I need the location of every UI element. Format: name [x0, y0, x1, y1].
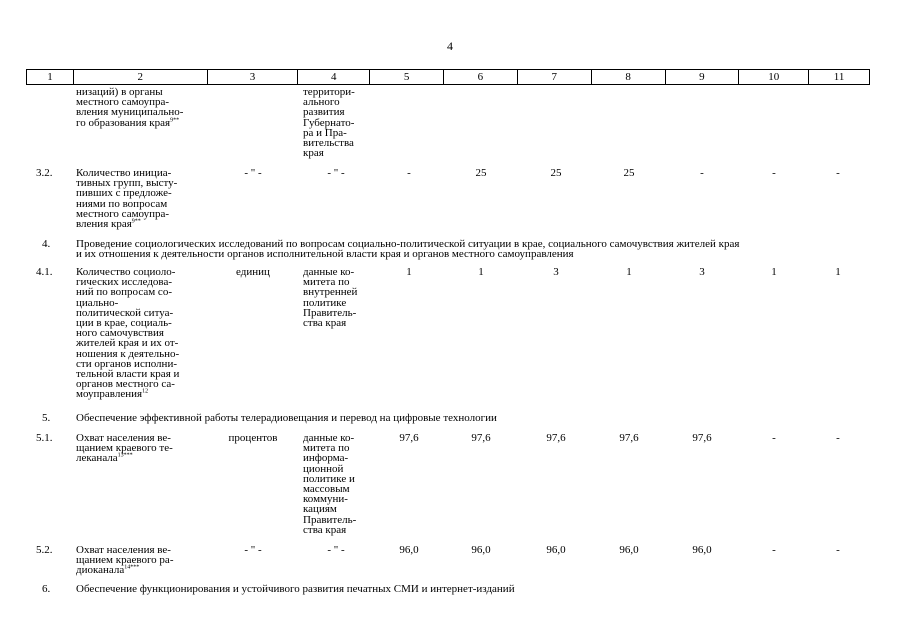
header-col-10: 10: [739, 70, 809, 84]
value-col-7: 96,0: [546, 544, 566, 556]
value-col-9: 3: [699, 266, 705, 278]
value-col-11: 1: [835, 266, 841, 278]
value-col-6: 1: [478, 266, 484, 278]
section-number: 5.: [42, 412, 51, 424]
value-col-5: 96,0: [399, 544, 419, 556]
row-name: Охват населения ве- щанием краевого те- леканала: [76, 432, 173, 465]
value-col-7: 97,6: [546, 432, 566, 444]
value-col-9: 96,0: [692, 544, 712, 556]
value-col-5: 97,6: [399, 432, 419, 444]
row-source: территори- ального развития Губернато- ра и Пра- вительства края: [303, 86, 355, 160]
value-col-8: 96,0: [619, 544, 639, 556]
value-col-10: -: [772, 544, 776, 556]
row-unit: единиц: [236, 266, 270, 278]
row-name: Охват населения ве- щанием краевого ра- диоканала: [76, 544, 174, 577]
row-unit: - " -: [244, 167, 262, 179]
value-col-9: 97,6: [692, 432, 712, 444]
row-source: данные ко- митета по информа- ционной политике и массовым коммуни- кациям Правитель- ства края: [303, 432, 357, 536]
value-col-7: 3: [553, 266, 559, 278]
value-col-7: 25: [550, 167, 562, 179]
footnote-ref: 12: [142, 388, 149, 395]
row-number: 3.2.: [36, 167, 53, 179]
value-col-5: 1: [406, 266, 412, 278]
value-col-8: 25: [623, 167, 635, 179]
footnote-ref: 13***: [117, 452, 133, 459]
header-col-6: 6: [444, 70, 518, 84]
header-col-1: 1: [27, 70, 74, 84]
value-col-6: 96,0: [471, 544, 491, 556]
value-col-10: -: [772, 167, 776, 179]
value-col-9: -: [700, 167, 704, 179]
section-title: Проведение социологических исследований по вопросам социально-политической ситуации в крае, социального самочувствия жителей края и их отношения к деятельности органов исполнительной власти края и органов местного самоуправления: [76, 238, 740, 261]
row-number: 5.1.: [36, 432, 53, 444]
row-source: - " -: [327, 544, 345, 556]
row-name: низаций) в органы местного самоупра- вления муниципально- го образования края: [76, 86, 184, 129]
value-col-5: -: [407, 167, 411, 179]
header-col-3: 3: [208, 70, 299, 84]
value-col-8: 1: [626, 266, 632, 278]
value-col-6: 25: [475, 167, 487, 179]
value-col-10: -: [772, 432, 776, 444]
footnote-ref: 9**: [131, 218, 141, 225]
row-number: 5.2.: [36, 544, 53, 556]
header-col-4: 4: [298, 70, 370, 84]
row-unit: процентов: [228, 432, 278, 444]
section-title: Обеспечение эффективной работы телерадиовещания и перевод на цифровые технологии: [76, 412, 497, 424]
value-col-8: 97,6: [619, 432, 639, 444]
value-col-11: -: [836, 167, 840, 179]
header-col-2: 2: [74, 70, 208, 84]
header-col-8: 8: [592, 70, 666, 84]
page-number: 4: [447, 39, 453, 53]
row-unit: - " -: [244, 544, 262, 556]
row-name: Количество инициа- тивных групп, высту- пивших с предложе- ниями по вопросам местного самоупра- вления края: [76, 167, 178, 231]
row-name: Количество социоло- гических исследова- ний по вопросам со- циально- политической ситуа- ции в крае, социаль- ного самочувствия жителей края и их от- ношения к деятельно- сти органов исполни- тельной власти края и органов местного са- моуправления: [76, 266, 180, 401]
table-header: [26, 69, 870, 85]
footnote-ref: 14***: [124, 564, 140, 571]
section-title: Обеспечение функционирования и устойчивого развития печатных СМИ и интернет-изданий: [76, 583, 515, 595]
header-col-7: 7: [518, 70, 592, 84]
row-source: данные ко- митета по внутренней политике Правитель- ства края: [303, 266, 358, 330]
header-col-11: 11: [833, 71, 845, 83]
value-col-11: -: [836, 432, 840, 444]
value-col-10: 1: [771, 266, 777, 278]
value-col-6: 97,6: [471, 432, 491, 444]
header-col-5: 5: [370, 70, 444, 84]
header-col-9: 9: [666, 70, 740, 84]
value-col-11: -: [836, 544, 840, 556]
row-source: - " -: [327, 167, 345, 179]
section-number: 6.: [42, 583, 51, 595]
section-number: 4.: [42, 238, 51, 250]
footnote-ref: 9**: [170, 116, 180, 123]
row-number: 4.1.: [36, 266, 53, 278]
